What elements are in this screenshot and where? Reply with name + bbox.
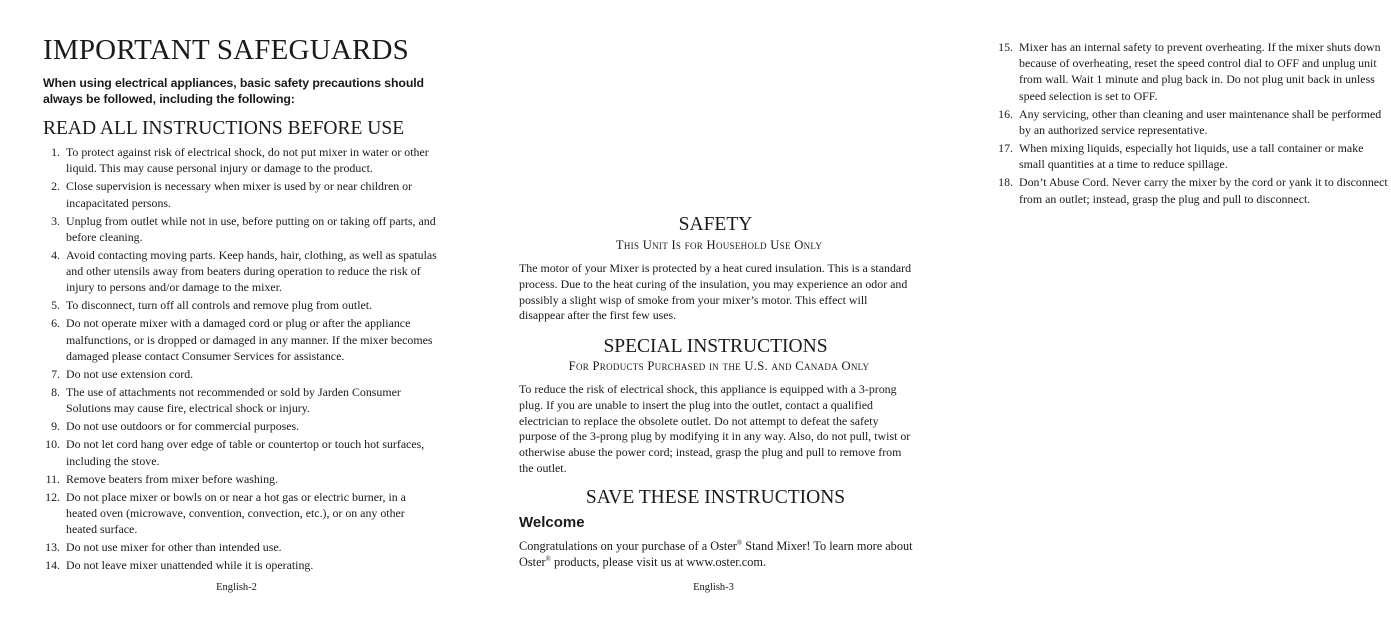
registered-mark: ® xyxy=(545,554,551,563)
list-item-text: Mixer has an internal safety to prevent overheating. If the mixer shuts down because of overheating, reset the speed control dial to OFF and unplug unit from wall. Wait 1 minute and plug back in. Do not plug unit back in unless speed selection is set to OFF. xyxy=(1019,40,1381,103)
list-item-number: 2. xyxy=(51,179,60,194)
safeguards-list-continued xyxy=(996,39,1391,209)
list-item-number: 10. xyxy=(45,437,60,452)
save-instructions-heading: SAVE THESE INSTRUCTIONS xyxy=(585,487,846,508)
safeguards-list xyxy=(43,144,438,576)
list-item-text: Do not use extension cord. xyxy=(66,366,194,381)
list-item xyxy=(43,557,438,573)
list-item xyxy=(43,213,438,245)
list-item-number: 18. xyxy=(998,175,1013,190)
safety-paragraph: The motor of your Mixer is protected by a heat cured insulation. This is a standard process. Due to the heat curing of the insulation, you may experience an odor and possibly a slight wisp of smoke from your mixer’s motor. This effect will disappear after the first few uses. xyxy=(519,261,912,323)
list-item-number: 9. xyxy=(51,419,60,434)
list-item xyxy=(43,297,438,313)
list-item-number: 6. xyxy=(51,316,60,331)
list-item xyxy=(43,436,438,468)
list-item-number: 4. xyxy=(51,247,60,262)
list-item xyxy=(43,418,438,434)
list-item-number: 15. xyxy=(998,40,1013,54)
list-item xyxy=(43,384,438,416)
list-item-number: 1. xyxy=(51,145,60,159)
list-item-number: 5. xyxy=(51,298,60,313)
welcome-heading: Welcome xyxy=(519,514,585,531)
page-title: IMPORTANT SAFEGUARDS xyxy=(43,34,409,66)
list-item-text: Avoid contacting moving parts. Keep hands, hair, clothing, as well as spatulas and other utensils away from beaters during operation to reduce the risk of injury to persons and/or damage to the mixer. xyxy=(66,247,437,295)
list-item xyxy=(996,106,1391,138)
list-item xyxy=(996,39,1391,104)
right-page xyxy=(477,0,1388,618)
list-item-text: Any servicing, other than cleaning and user maintenance shall be performed by an authorized service representative. xyxy=(1019,106,1382,137)
list-item xyxy=(43,144,438,176)
list-item-text: Do not leave mixer unattended while it is operating. xyxy=(66,558,314,573)
intro-text: When using electrical appliances, basic safety precautions should always be followed, including the following: xyxy=(43,76,424,106)
list-item-number: 11. xyxy=(45,471,60,486)
list-item-text: To protect against risk of electrical shock, do not put mixer in water or other liquid. This may cause personal injury or damage to the product. xyxy=(66,145,429,176)
list-item-text: Do not use mixer for other than intended use. xyxy=(66,540,282,555)
list-item xyxy=(43,471,438,487)
list-item-text: Don’t Abuse Cord. Never carry the mixer by the cord or yank it to disconnect from an outlet; instead, grasp the plug and pull to disconnect. xyxy=(1019,175,1388,206)
safety-subheading: This Unit Is for Household Use Only xyxy=(615,238,823,252)
list-item xyxy=(43,539,438,555)
welcome-text-2: Stand Mixer! To learn more about Oster xyxy=(519,539,913,569)
list-item-number: 12. xyxy=(45,489,60,504)
list-item-text: Do not let cord hang over edge of table or countertop or touch hot surfaces, including the stove. xyxy=(66,437,425,468)
list-item-text: Unplug from outlet while not in use, before putting on or taking off parts, and before cleaning. xyxy=(66,213,436,244)
list-item-text: Do not use outdoors or for commercial purposes. xyxy=(66,419,300,434)
special-instructions-subheading: For Products Purchased in the U.S. and Canada Only xyxy=(568,359,870,373)
list-item-text: When mixing liquids, especially hot liquids, use a tall container or make small quantities at a time to reduce spillage. xyxy=(1019,141,1364,172)
list-item-number: 8. xyxy=(51,385,60,400)
list-item-text: Remove beaters from mixer before washing. xyxy=(66,471,278,486)
read-instructions-heading: READ ALL INSTRUCTIONS BEFORE USE xyxy=(43,118,405,139)
welcome-text-3: products, please visit us at www.oster.com. xyxy=(550,555,767,569)
page-number-left: English-2 xyxy=(216,582,257,593)
list-item-number: 16. xyxy=(998,106,1013,121)
list-item xyxy=(996,140,1391,172)
list-item-number: 7. xyxy=(51,366,60,381)
list-item-text: The use of attachments not recommended or sold by Jarden Consumer Solutions may cause fire, electrical shock or injury. xyxy=(66,385,401,416)
list-item-text: To disconnect, turn off all controls and remove plug from outlet. xyxy=(66,298,373,313)
list-item xyxy=(996,174,1391,206)
list-item xyxy=(43,178,438,210)
list-item-text: Close supervision is necessary when mixer is used by or near children or incapacitated persons. xyxy=(66,179,413,210)
list-item xyxy=(43,366,438,382)
list-item-text: Do not place mixer or bowls on or near a hot gas or electric burner, in a heated oven (microwave, convention, convection, etc.), or on any other heated surface. xyxy=(66,489,406,537)
list-item-number: 17. xyxy=(998,141,1013,155)
welcome-text-1: Congratulations on your purchase of a Oster xyxy=(519,539,737,553)
list-item-number: 13. xyxy=(45,540,60,555)
safety-heading: SAFETY xyxy=(678,214,753,235)
list-item xyxy=(43,315,438,364)
special-instructions-heading: SPECIAL INSTRUCTIONS xyxy=(603,336,828,357)
page-number-right: English-3 xyxy=(693,582,734,593)
list-item-number: 14. xyxy=(45,558,60,573)
list-item-number: 3. xyxy=(51,213,60,228)
list-item-text: Do not operate mixer with a damaged cord or plug or after the appliance malfunctions, or is dropped or damaged in any manner. If the mixer becomes damaged please contact Consumer Services for assistance. xyxy=(66,316,433,363)
welcome-paragraph xyxy=(519,538,919,570)
list-item xyxy=(43,489,438,538)
left-page xyxy=(0,0,477,618)
registered-mark: ® xyxy=(736,538,743,547)
list-item xyxy=(43,247,438,296)
special-instructions-paragraph: To reduce the risk of electrical shock, this appliance is equipped with a 3-prong plug. If you are unable to insert the plug into the outlet, contact a qualified electrician to replace the obsolete outlet. Do not attempt to defeat the safety purpose of the 3-prong plug by modifying it in any way. Also, do not pull, twist or otherwise abuse the power cord; instead, grasp the plug and pull to remove from the outlet. xyxy=(519,382,911,475)
